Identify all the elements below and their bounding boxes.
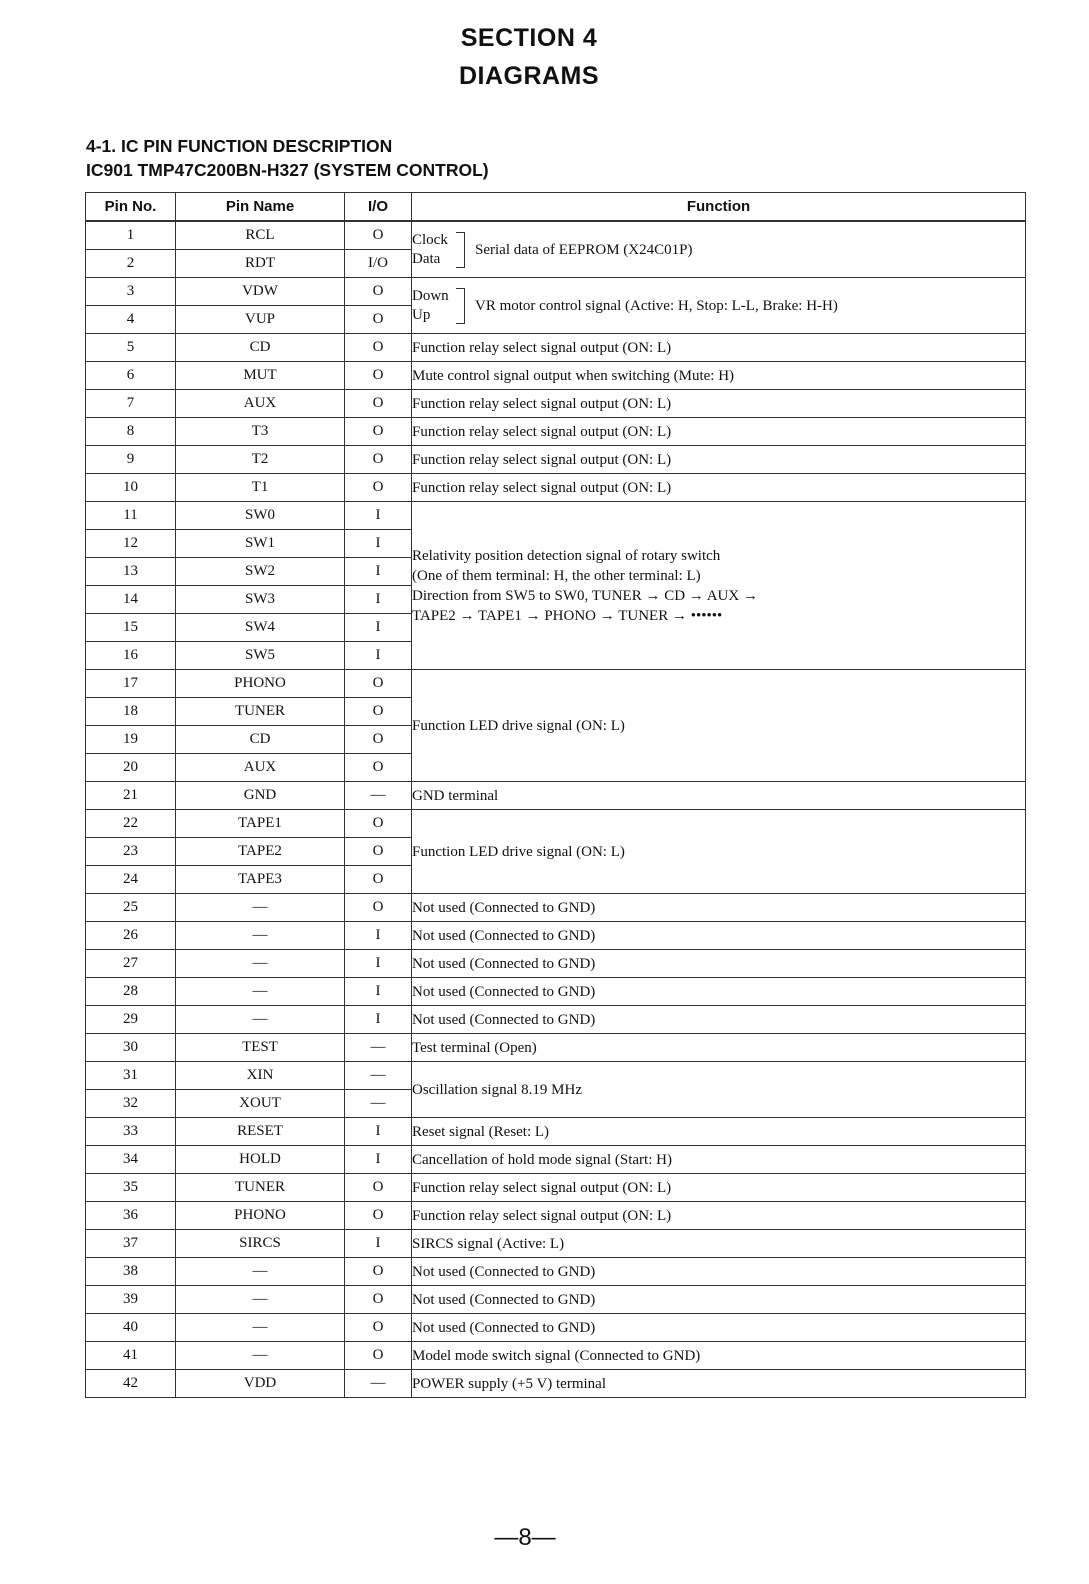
function-cell: Cancellation of hold mode signal (Start: H) bbox=[412, 1146, 1026, 1174]
io-cell: O bbox=[345, 446, 412, 474]
table-row bbox=[86, 446, 1026, 474]
function-cell: Not used (Connected to GND) bbox=[412, 978, 1026, 1006]
pin-number-cell: 33 bbox=[86, 1118, 176, 1146]
pin-number-cell: 8 bbox=[86, 418, 176, 446]
table-row bbox=[86, 1286, 1026, 1314]
pin-number-cell: 41 bbox=[86, 1342, 176, 1370]
pin-name-cell: — bbox=[176, 1006, 345, 1034]
io-cell: — bbox=[345, 1034, 412, 1062]
pin-number-cell: 20 bbox=[86, 754, 176, 782]
page-number: —8— bbox=[494, 1524, 556, 1551]
pin-number-cell: 40 bbox=[86, 1314, 176, 1342]
pin-number-cell: 30 bbox=[86, 1034, 176, 1062]
function-cell: SIRCS signal (Active: L) bbox=[412, 1230, 1026, 1258]
table-row bbox=[86, 334, 1026, 362]
io-cell: I bbox=[345, 1006, 412, 1034]
table-row bbox=[86, 1062, 1026, 1090]
function-cell: Reset signal (Reset: L) bbox=[412, 1118, 1026, 1146]
function-text-line: (One of them terminal: H, the other terminal: L) bbox=[412, 567, 701, 584]
pin-number-cell: 2 bbox=[86, 250, 176, 278]
pin-number-cell: 29 bbox=[86, 1006, 176, 1034]
io-cell: O bbox=[345, 866, 412, 894]
pin-number-cell: 37 bbox=[86, 1230, 176, 1258]
pin-number-cell: 24 bbox=[86, 866, 176, 894]
function-text-line: TAPE2 → TAPE1 → PHONO → TUNER → •••••• bbox=[412, 607, 723, 624]
pin-number-cell: 36 bbox=[86, 1202, 176, 1230]
pin-number-cell: 9 bbox=[86, 446, 176, 474]
table-row bbox=[86, 922, 1026, 950]
pin-name-cell: T3 bbox=[176, 418, 345, 446]
table-row bbox=[86, 502, 1026, 530]
pin-number-cell: 13 bbox=[86, 558, 176, 586]
function-cell: Function relay select signal output (ON: L) bbox=[412, 1174, 1026, 1202]
pin-name-cell: — bbox=[176, 1258, 345, 1286]
pin-name-cell: HOLD bbox=[176, 1146, 345, 1174]
pin-number-cell: 27 bbox=[86, 950, 176, 978]
pin-function-table bbox=[85, 192, 1026, 1398]
table-row bbox=[86, 1314, 1026, 1342]
subsection-heading: 4-1. IC PIN FUNCTION DESCRIPTION bbox=[86, 136, 393, 156]
pin-name-cell: AUX bbox=[176, 754, 345, 782]
signal-label: Clock bbox=[412, 231, 448, 248]
io-cell: O bbox=[345, 1174, 412, 1202]
pin-name-cell: SW4 bbox=[176, 614, 345, 642]
io-cell: I bbox=[345, 950, 412, 978]
table-row bbox=[86, 810, 1026, 838]
io-cell: O bbox=[345, 418, 412, 446]
io-cell: O bbox=[345, 362, 412, 390]
function-cell: Model mode switch signal (Connected to GND) bbox=[412, 1342, 1026, 1370]
pin-name-cell: SW3 bbox=[176, 586, 345, 614]
io-cell: O bbox=[345, 1258, 412, 1286]
table-row bbox=[86, 221, 1026, 250]
table-row bbox=[86, 418, 1026, 446]
function-group-cell: Oscillation signal 8.19 MHz bbox=[412, 1062, 1026, 1118]
function-cell: Function relay select signal output (ON: L) bbox=[412, 418, 1026, 446]
pin-name-cell: TAPE2 bbox=[176, 838, 345, 866]
pin-number-cell: 23 bbox=[86, 838, 176, 866]
pin-name-cell: TUNER bbox=[176, 698, 345, 726]
function-cell: Test terminal (Open) bbox=[412, 1034, 1026, 1062]
io-cell: O bbox=[345, 1202, 412, 1230]
table-row bbox=[86, 950, 1026, 978]
io-cell: O bbox=[345, 838, 412, 866]
pin-name-cell: SW1 bbox=[176, 530, 345, 558]
pin-name-cell: SW2 bbox=[176, 558, 345, 586]
function-group-cell: Function LED drive signal (ON: L) bbox=[412, 670, 1026, 782]
function-cell: Function relay select signal output (ON: L) bbox=[412, 1202, 1026, 1230]
pin-number-cell: 32 bbox=[86, 1090, 176, 1118]
function-cell: Function relay select signal output (ON: L) bbox=[412, 334, 1026, 362]
table-row bbox=[86, 1258, 1026, 1286]
io-cell: O bbox=[345, 1286, 412, 1314]
table-row bbox=[86, 390, 1026, 418]
pin-name-cell: — bbox=[176, 894, 345, 922]
io-cell: — bbox=[345, 1062, 412, 1090]
function-group-cell bbox=[412, 502, 1026, 670]
pin-number-cell: 11 bbox=[86, 502, 176, 530]
function-cell: Not used (Connected to GND) bbox=[412, 1006, 1026, 1034]
pin-name-cell: SIRCS bbox=[176, 1230, 345, 1258]
table-row bbox=[86, 670, 1026, 698]
table-row bbox=[86, 278, 1026, 306]
column-header-function: Function bbox=[412, 193, 1026, 222]
io-cell: O bbox=[345, 894, 412, 922]
io-cell: O bbox=[345, 278, 412, 306]
section-title: DIAGRAMS bbox=[458, 62, 600, 90]
io-cell: I bbox=[345, 642, 412, 670]
pin-name-cell: GND bbox=[176, 782, 345, 810]
io-cell: O bbox=[345, 306, 412, 334]
pin-name-cell: PHONO bbox=[176, 1202, 345, 1230]
function-cell: Not used (Connected to GND) bbox=[412, 1258, 1026, 1286]
pin-number-cell: 4 bbox=[86, 306, 176, 334]
function-cell: Function relay select signal output (ON: L) bbox=[412, 474, 1026, 502]
io-cell: O bbox=[345, 698, 412, 726]
pin-number-cell: 19 bbox=[86, 726, 176, 754]
pin-name-cell: SW0 bbox=[176, 502, 345, 530]
pin-number-cell: 6 bbox=[86, 362, 176, 390]
column-header-io: I/O bbox=[345, 193, 412, 222]
pin-number-cell: 12 bbox=[86, 530, 176, 558]
io-cell: I bbox=[345, 614, 412, 642]
signal-label: Down bbox=[412, 287, 449, 304]
pin-name-cell: RDT bbox=[176, 250, 345, 278]
table-row bbox=[86, 1118, 1026, 1146]
pin-number-cell: 34 bbox=[86, 1146, 176, 1174]
pin-name-cell: TEST bbox=[176, 1034, 345, 1062]
pin-number-cell: 7 bbox=[86, 390, 176, 418]
table-row bbox=[86, 1202, 1026, 1230]
pin-name-cell: XIN bbox=[176, 1062, 345, 1090]
io-cell: I bbox=[345, 586, 412, 614]
io-cell: I bbox=[345, 558, 412, 586]
function-cell: GND terminal bbox=[412, 782, 1026, 810]
pin-number-cell: 1 bbox=[86, 221, 176, 250]
pin-name-cell: TAPE1 bbox=[176, 810, 345, 838]
pin-name-cell: XOUT bbox=[176, 1090, 345, 1118]
pin-name-cell: VDD bbox=[176, 1370, 345, 1398]
io-cell: O bbox=[345, 334, 412, 362]
function-text-line: Direction from SW5 to SW0, TUNER → CD → AUX → bbox=[412, 587, 758, 604]
signal-label: Up bbox=[412, 306, 431, 323]
function-group-cell: Function LED drive signal (ON: L) bbox=[412, 810, 1026, 894]
table-row bbox=[86, 894, 1026, 922]
table-row bbox=[86, 1342, 1026, 1370]
pin-name-cell: AUX bbox=[176, 390, 345, 418]
function-group-cell bbox=[412, 221, 1026, 278]
function-group-cell bbox=[412, 278, 1026, 334]
pin-number-cell: 16 bbox=[86, 642, 176, 670]
pin-number-cell: 22 bbox=[86, 810, 176, 838]
column-header-pin-name: Pin Name bbox=[176, 193, 345, 222]
pin-number-cell: 35 bbox=[86, 1174, 176, 1202]
io-cell: I bbox=[345, 1230, 412, 1258]
io-cell: — bbox=[345, 782, 412, 810]
io-cell: O bbox=[345, 221, 412, 250]
signal-label: Data bbox=[412, 250, 441, 267]
io-cell: O bbox=[345, 810, 412, 838]
function-cell: Function relay select signal output (ON: L) bbox=[412, 390, 1026, 418]
column-header-pin-no: Pin No. bbox=[86, 193, 176, 222]
io-cell: O bbox=[345, 1314, 412, 1342]
pin-name-cell: — bbox=[176, 1342, 345, 1370]
table-row bbox=[86, 362, 1026, 390]
pin-name-cell: SW5 bbox=[176, 642, 345, 670]
pin-name-cell: CD bbox=[176, 334, 345, 362]
pin-name-cell: — bbox=[176, 978, 345, 1006]
pin-name-cell: — bbox=[176, 922, 345, 950]
io-cell: — bbox=[345, 1370, 412, 1398]
pin-number-cell: 17 bbox=[86, 670, 176, 698]
io-cell: O bbox=[345, 1342, 412, 1370]
pin-number-cell: 15 bbox=[86, 614, 176, 642]
io-cell: O bbox=[345, 754, 412, 782]
table-row bbox=[86, 782, 1026, 810]
function-cell: Not used (Connected to GND) bbox=[412, 922, 1026, 950]
pin-name-cell: VDW bbox=[176, 278, 345, 306]
pin-name-cell: RCL bbox=[176, 221, 345, 250]
io-cell: I bbox=[345, 1146, 412, 1174]
function-cell: POWER supply (+5 V) terminal bbox=[412, 1370, 1026, 1398]
table-row bbox=[86, 474, 1026, 502]
pin-number-cell: 18 bbox=[86, 698, 176, 726]
pin-number-cell: 21 bbox=[86, 782, 176, 810]
function-text-line: Relativity position detection signal of rotary switch bbox=[412, 547, 721, 564]
pin-name-cell: CD bbox=[176, 726, 345, 754]
pin-number-cell: 10 bbox=[86, 474, 176, 502]
io-cell: O bbox=[345, 390, 412, 418]
pin-number-cell: 14 bbox=[86, 586, 176, 614]
table-header-row bbox=[86, 193, 1026, 222]
function-text: VR motor control signal (Active: H, Stop: L-L, Brake: H-H) bbox=[475, 297, 838, 314]
pin-name-cell: T2 bbox=[176, 446, 345, 474]
pin-number-cell: 3 bbox=[86, 278, 176, 306]
io-cell: I bbox=[345, 502, 412, 530]
table-row bbox=[86, 1370, 1026, 1398]
pin-name-cell: RESET bbox=[176, 1118, 345, 1146]
function-cell: Not used (Connected to GND) bbox=[412, 1286, 1026, 1314]
pin-name-cell: T1 bbox=[176, 474, 345, 502]
table-row bbox=[86, 1174, 1026, 1202]
io-cell: O bbox=[345, 726, 412, 754]
io-cell: — bbox=[345, 1090, 412, 1118]
table-row bbox=[86, 1146, 1026, 1174]
pin-name-cell: MUT bbox=[176, 362, 345, 390]
pin-name-cell: — bbox=[176, 950, 345, 978]
pin-name-cell: — bbox=[176, 1314, 345, 1342]
function-cell: Not used (Connected to GND) bbox=[412, 950, 1026, 978]
table-row bbox=[86, 978, 1026, 1006]
function-cell: Not used (Connected to GND) bbox=[412, 1314, 1026, 1342]
io-cell: O bbox=[345, 670, 412, 698]
pin-number-cell: 26 bbox=[86, 922, 176, 950]
pin-name-cell: — bbox=[176, 1286, 345, 1314]
table-body bbox=[86, 221, 1026, 1398]
table-row bbox=[86, 1006, 1026, 1034]
io-cell: I bbox=[345, 1118, 412, 1146]
pin-number-cell: 31 bbox=[86, 1062, 176, 1090]
io-cell: I bbox=[345, 978, 412, 1006]
pin-number-cell: 28 bbox=[86, 978, 176, 1006]
io-cell: I bbox=[345, 530, 412, 558]
pin-name-cell: TAPE3 bbox=[176, 866, 345, 894]
table-row bbox=[86, 1230, 1026, 1258]
io-cell: O bbox=[345, 474, 412, 502]
pin-name-cell: PHONO bbox=[176, 670, 345, 698]
function-text: Serial data of EEPROM (X24C01P) bbox=[475, 241, 693, 258]
pin-number-cell: 5 bbox=[86, 334, 176, 362]
function-cell: Mute control signal output when switching (Mute: H) bbox=[412, 362, 1026, 390]
table-row bbox=[86, 1034, 1026, 1062]
function-cell: Function relay select signal output (ON: L) bbox=[412, 446, 1026, 474]
brace-bracket bbox=[456, 232, 465, 268]
io-cell: I/O bbox=[345, 250, 412, 278]
io-cell: I bbox=[345, 922, 412, 950]
pin-name-cell: TUNER bbox=[176, 1174, 345, 1202]
pin-number-cell: 42 bbox=[86, 1370, 176, 1398]
brace-bracket bbox=[456, 288, 465, 324]
ic-label: IC901 TMP47C200BN-H327 (SYSTEM CONTROL) bbox=[86, 160, 489, 180]
pin-number-cell: 38 bbox=[86, 1258, 176, 1286]
pin-number-cell: 25 bbox=[86, 894, 176, 922]
pin-number-cell: 39 bbox=[86, 1286, 176, 1314]
pin-name-cell: VUP bbox=[176, 306, 345, 334]
function-cell: Not used (Connected to GND) bbox=[412, 894, 1026, 922]
section-number: SECTION 4 bbox=[460, 24, 598, 52]
